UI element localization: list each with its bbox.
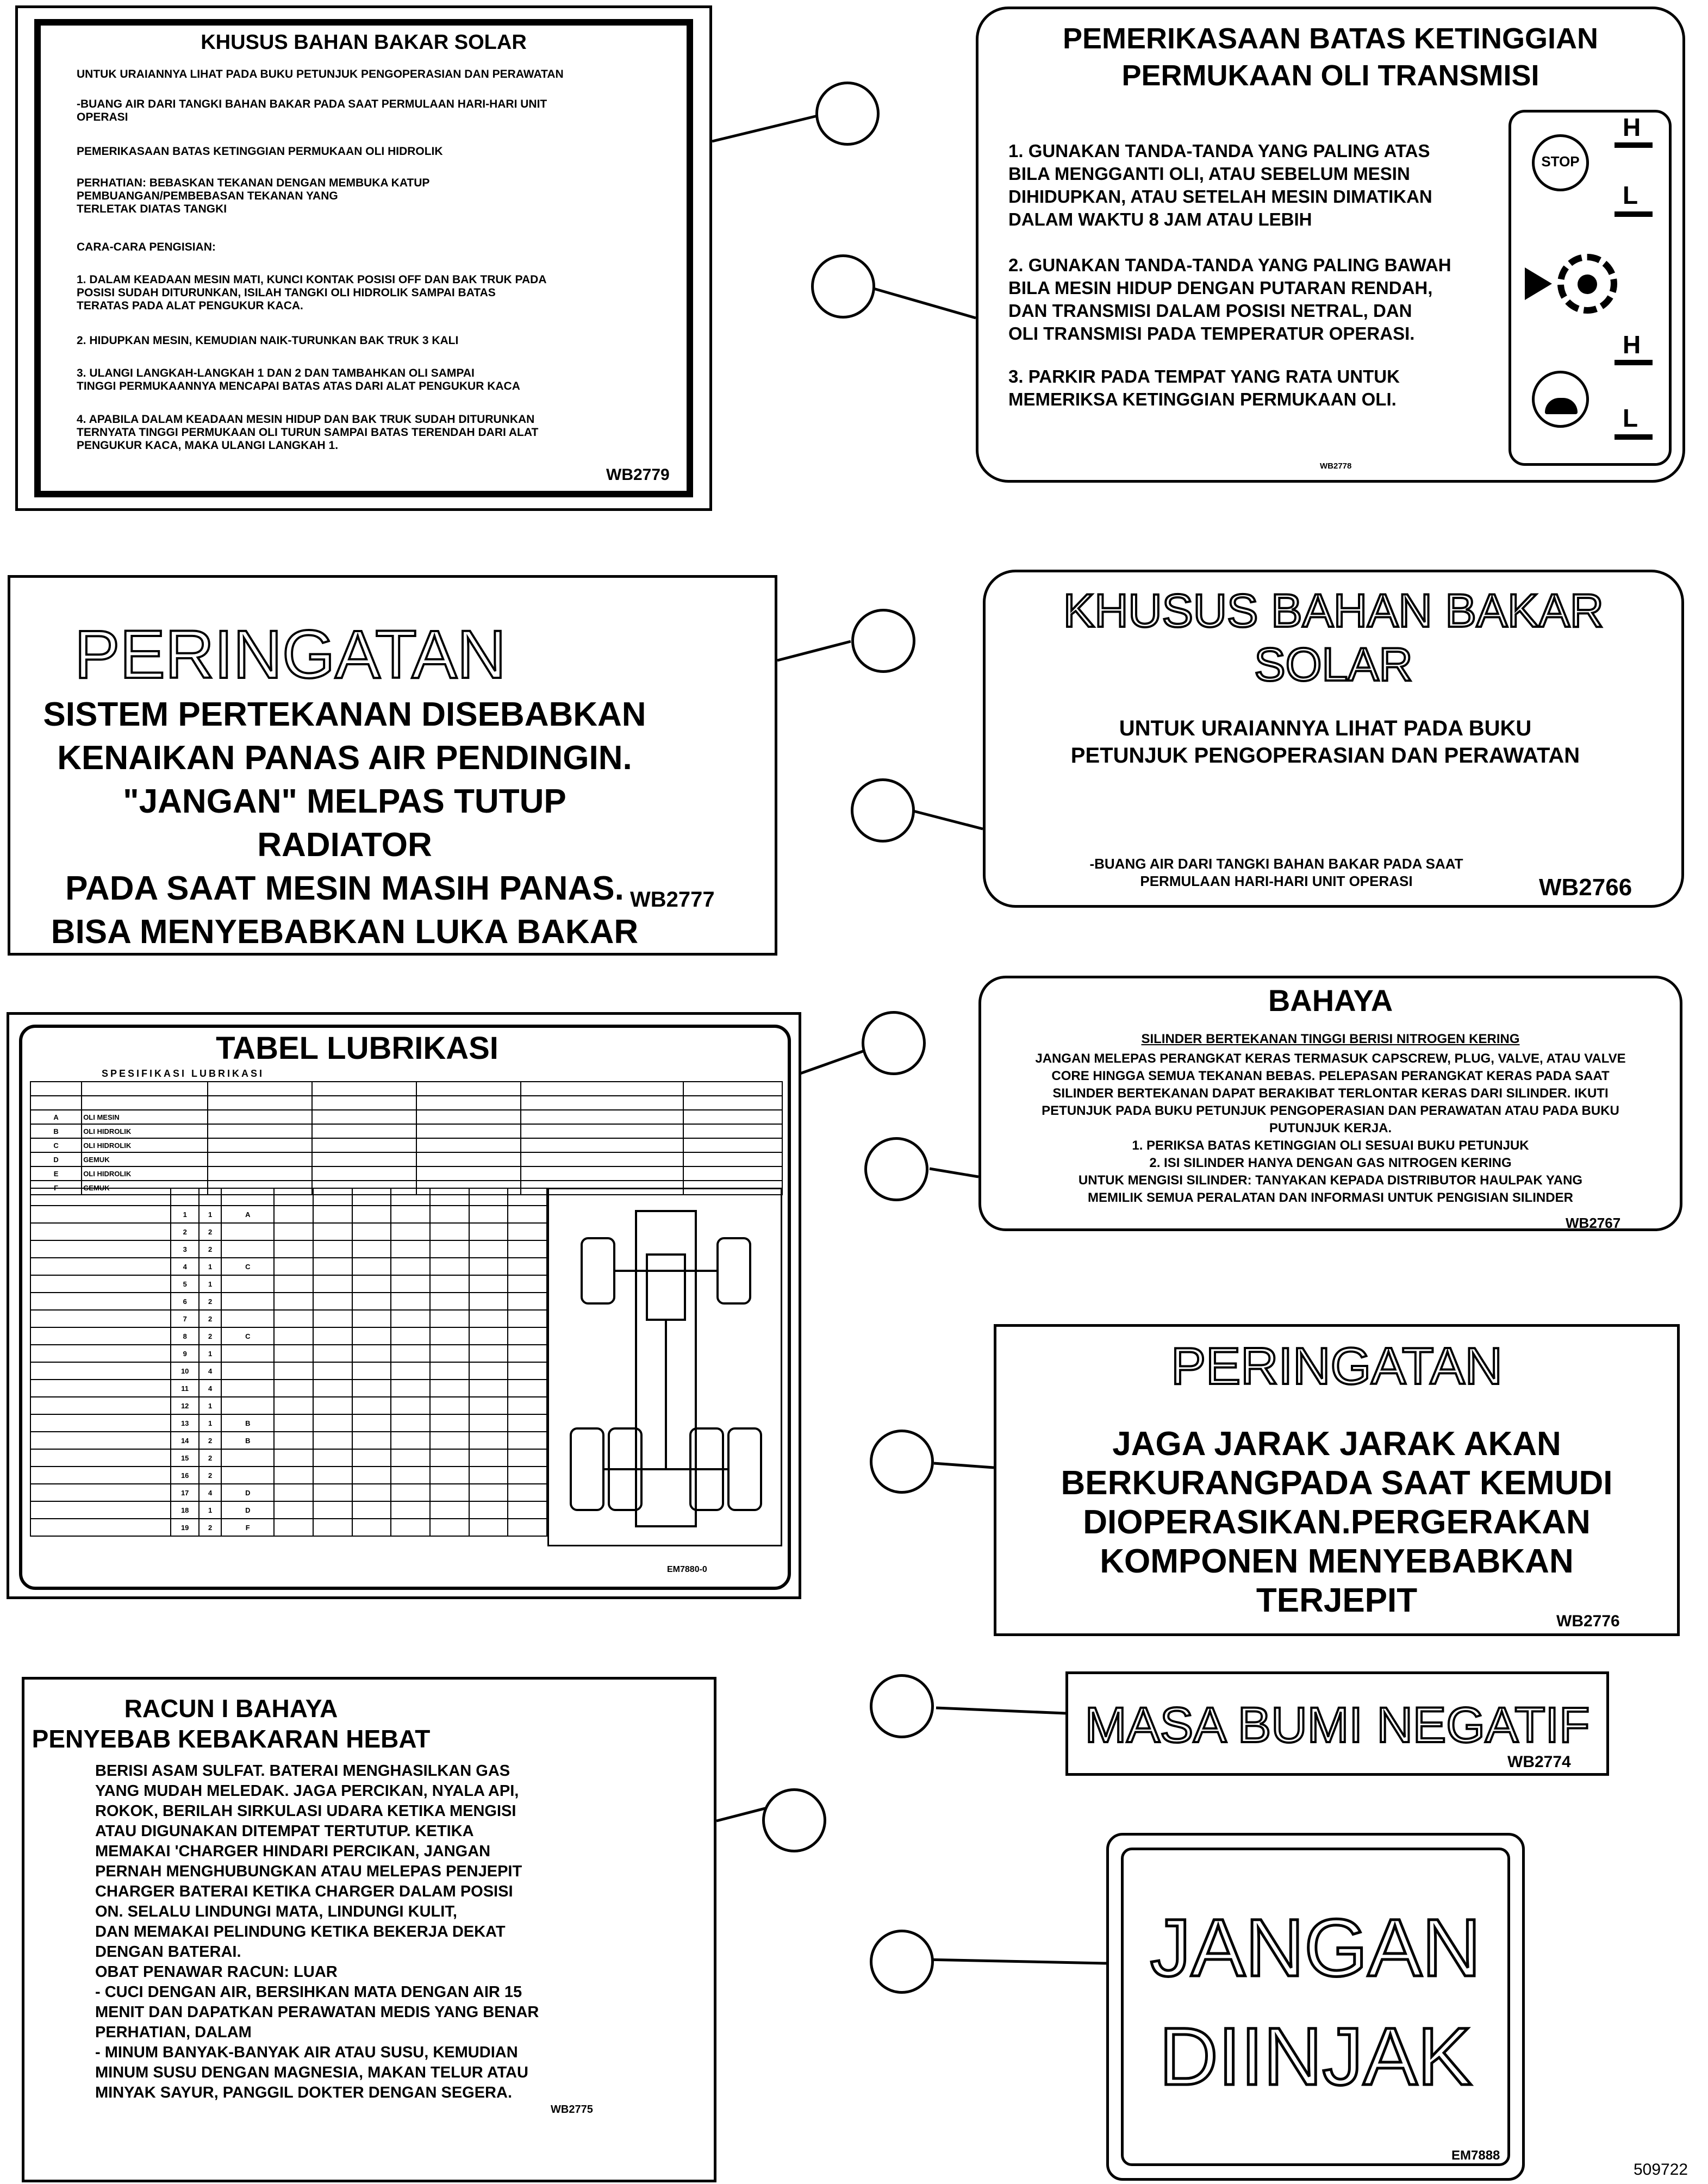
lubrication-spec-table: [30, 1081, 783, 1195]
lub-cell-n: 19: [171, 1519, 198, 1536]
callout-wb2766: [851, 778, 915, 843]
table-row: [30, 1206, 547, 1223]
table-row: [30, 1327, 547, 1345]
callout-em7880: [862, 1011, 926, 1075]
label-wb2779-line-4: PERHATIAN: BEBASKAN TEKANAN DENGAN MEMBUKA KATUP PEMBUANGAN/PEMBEBASAN TEKANAN YANG TERLETAK DIATAS TANGKI: [77, 177, 430, 215]
leader-line-em7880: [800, 1050, 866, 1074]
lub-cell-s: [221, 1380, 274, 1397]
lubrication-points-table: [30, 1188, 547, 1537]
lub-cell-n: 2: [171, 1223, 198, 1240]
table-row: [30, 1258, 547, 1275]
spec-name: OLI MESIN: [82, 1110, 208, 1124]
leader-line-wb2774: [936, 1708, 1065, 1713]
lub-cell-n: 13: [171, 1414, 198, 1432]
callout-wb2774: [870, 1674, 934, 1738]
lub-cell-q: 2: [199, 1310, 221, 1327]
leader-line-em7888: [924, 1960, 1106, 1963]
table-row: [30, 1501, 547, 1519]
lub-cell-q: 2: [199, 1293, 221, 1310]
lub-cell-q: 2: [199, 1467, 221, 1484]
label-wb2779-line-3: PEMERIKASAAN BATAS KETINGGIAN PERMUKAAN OLI HIDROLIK: [77, 145, 443, 158]
spec-letter: D: [30, 1152, 82, 1166]
label-wb2776: [994, 1324, 1680, 1636]
leader-line-wb2776: [934, 1463, 994, 1468]
dipstick-arrow-icon: [1525, 267, 1552, 300]
label-em7880-code: EM7880-0: [667, 1565, 707, 1574]
lub-cell-q: 1: [199, 1206, 221, 1223]
label-wb2778-title: PEMERIKASAAN BATAS KETINGGIAN PERMUKAAN OLI TRANSMISI: [1062, 22, 1599, 92]
lub-cell-n: 9: [171, 1345, 198, 1362]
label-wb2767-code: WB2767: [1566, 1215, 1621, 1231]
truck-chassis-diagram: [547, 1188, 782, 1546]
label-wb2766-code: WB2766: [1539, 874, 1632, 901]
spec-letter: E: [30, 1166, 82, 1181]
lub-cell-q: 4: [199, 1380, 221, 1397]
lub-cell-n: 11: [171, 1380, 198, 1397]
label-wb2766-note: -BUANG AIR DARI TANGKI BAHAN BAKAR PADA SAAT PERMULAAN HARI-HARI UNIT OPERASI: [1089, 856, 1463, 889]
callout-wb2775: [762, 1788, 826, 1852]
label-wb2779-line-7: 2. HIDUPKAN MESIN, KEMUDIAN NAIK-TURUNKAN BAK TRUK 3 KALI: [77, 334, 459, 347]
chassis-outline-icon: [549, 1189, 781, 1545]
spec-letter: F: [30, 1181, 82, 1195]
lub-cell-s: [221, 1397, 274, 1414]
spec-name: GEMUK: [82, 1181, 208, 1195]
lub-cell-s: [221, 1275, 274, 1293]
spec-name: OLI HIDROLIK: [82, 1138, 208, 1152]
leader-line-wb2775: [716, 1807, 769, 1821]
label-wb2774-code: WB2774: [1507, 1753, 1571, 1771]
label-wb2776-title: PERINGATAN: [1171, 1337, 1503, 1395]
lub-cell-n: 18: [171, 1501, 198, 1519]
callout-em7888: [870, 1930, 934, 1994]
table-row: [30, 1484, 547, 1501]
stop-label: STOP: [1541, 153, 1580, 170]
lub-cell-q: 4: [199, 1484, 221, 1501]
spec-letter: C: [30, 1138, 82, 1152]
table-row: [30, 1467, 547, 1484]
lub-cell-q: 2: [199, 1327, 221, 1345]
low-mark-bottom: L: [1623, 404, 1638, 432]
leader-line-wb2779: [712, 115, 820, 141]
lub-cell-s: C: [221, 1327, 274, 1345]
label-em7888-line-2: DIINJAK: [1159, 2011, 1472, 2102]
label-wb2779-line-6: 1. DALAM KEADAAN MESIN MATI, KUNCI KONTAK POSISI OFF DAN BAK TRUK PADA POSISI SUDAH DITURUNKAN, ISILAH TANGKI OLI HIDROLIK SAMPAI BATAS TERATAS PADA ALAT PENGUKUR KACA.: [77, 273, 547, 312]
lub-cell-q: 2: [199, 1432, 221, 1449]
lub-cell-s: F: [221, 1519, 274, 1536]
lub-cell-s: [221, 1240, 274, 1258]
figure-id: 509722: [1634, 2161, 1688, 2179]
lub-cell-s: C: [221, 1258, 274, 1275]
leader-line-wb2766: [913, 811, 983, 829]
label-wb2777-body: SISTEM PERTEKANAN DISEBABKAN KENAIKAN PANAS AIR PENDINGIN. "JANGAN" MELPAS TUTUP RADIATOR PADA SAAT MESIN MASIH PANAS. BISA MENYEBABKAN LUKA BAKAR: [43, 696, 646, 951]
lub-cell-s: B: [221, 1414, 274, 1432]
lub-cell-s: [221, 1362, 274, 1380]
lub-cell-n: 4: [171, 1258, 198, 1275]
low-bar-top-icon: [1615, 211, 1653, 217]
label-wb2777-code: WB2777: [630, 888, 715, 912]
lub-cell-s: A: [221, 1206, 274, 1223]
lub-cell-s: D: [221, 1484, 274, 1501]
high-mark-top: H: [1623, 113, 1641, 141]
lub-cell-n: 12: [171, 1397, 198, 1414]
label-wb2775-body: BERISI ASAM SULFAT. BATERAI MENGHASILKAN GAS YANG MUDAH MELEDAK. JAGA PERCIKAN, NYALA API, ROKOK, BERILAH SIRKULASI UDARA KETIKA MENGISI ATAU DIGUNAKAN DITEMPAT TERTUTUP. KETIKA MEMAKAI 'CHARGER HINDARI PERCIKAN, JANGAN PERNAH MENGHUBUNGKAN ATAU MELEPAS PENJEPIT CHARGER BATERAI KETIKA CHARGER DALAM POSISI ON. SELALU LINDUNGI MATA, LINDUNGI KULIT, DAN MEMAKAI PELINDUNG KETIKA BEKERJA DEKAT DENGAN BATERAI. OBAT PENAWAR RACUN: LUAR - CUCI DENGAN AIR, BERSIHKAN MATA DENGAN AIR 15 MENIT DAN DAPATKAN PERAWATAN MEDIS YANG BENAR PERHATIAN, DALAM - MINUM BANYAK-BANYAK AIR ATAU SUSU, KEMUDIAN MINUM SUSU DENGAN MAGNESIA, MAKAN TELUR ATAU MINYAK SAYUR, PANGGIL DOKTER DENGAN SEGERA.: [95, 1762, 539, 2101]
lub-cell-n: 16: [171, 1467, 198, 1484]
high-bar-top-icon: [1615, 142, 1653, 148]
high-bar-bottom-icon: [1615, 360, 1653, 365]
lub-cell-s: B: [221, 1432, 274, 1449]
lub-cell-q: 2: [199, 1449, 221, 1467]
label-wb2778-step-3: 3. PARKIR PADA TEMPAT YANG RATA UNTUK MEMERIKSA KETINGGIAN PERMUKAAN OLI.: [1008, 366, 1400, 409]
table-row: [30, 1414, 547, 1432]
spec-name: GEMUK: [82, 1152, 208, 1166]
oil-drop-icon: [1578, 274, 1597, 294]
label-wb2777: [8, 575, 777, 956]
spec-letter: B: [30, 1124, 82, 1138]
label-wb2767: [978, 976, 1682, 1231]
label-em7888-code: EM7888: [1451, 2148, 1500, 2163]
table-row: [30, 1362, 547, 1380]
label-wb2767-title: BAHAYA: [1268, 983, 1393, 1018]
label-wb2774-title: MASA BUMI NEGATIF: [1084, 1698, 1590, 1753]
table-row: [30, 1223, 547, 1240]
label-em7888: [1106, 1833, 1525, 2181]
label-wb2766: [983, 570, 1684, 908]
label-wb2779-line-5: CARA-CARA PENGISIAN:: [77, 241, 216, 253]
lub-cell-q: 1: [199, 1275, 221, 1293]
label-wb2779: [15, 5, 712, 511]
label-em7888-line-1: JANGAN: [1150, 1902, 1481, 1993]
table-row: [30, 1293, 547, 1310]
table-row: [30, 1519, 547, 1536]
label-wb2778-step-1: 1. GUNAKAN TANDA-TANDA YANG PALING ATAS BILA MENGGANTI OLI, ATAU SEBELUM MESIN DIHIDUPKAN, ATAU SETELAH MESIN DIMATIKAN DALAM WAKTU 8 JAM ATAU LEBIH: [1008, 141, 1432, 229]
lub-cell-s: D: [221, 1501, 274, 1519]
lub-cell-q: 1: [199, 1258, 221, 1275]
label-wb2777-title: PERINGATAN: [74, 617, 507, 692]
lub-cell-s: [221, 1467, 274, 1484]
lub-cell-q: 1: [199, 1397, 221, 1414]
leader-line-wb2767: [930, 1169, 978, 1177]
oil-level-icon-panel: [1508, 110, 1672, 466]
lub-cell-n: 6: [171, 1293, 198, 1310]
lub-cell-s: [221, 1293, 274, 1310]
lub-cell-n: 17: [171, 1484, 198, 1501]
callout-wb2779: [815, 82, 880, 146]
lub-cell-q: 2: [199, 1223, 221, 1240]
low-bar-bottom-icon: [1615, 434, 1653, 440]
label-wb2776-body: JAGA JARAK JARAK AKAN BERKURANGPADA SAAT KEMUDI DIOPERASIKAN.PERGERAKAN KOMPONEN MENYEBABKAN TERJEPIT: [1061, 1425, 1613, 1619]
lub-cell-s: [221, 1345, 274, 1362]
label-wb2775: [22, 1677, 716, 2182]
callout-wb2777: [851, 609, 915, 673]
lub-cell-n: 14: [171, 1432, 198, 1449]
table-row: [30, 1380, 547, 1397]
lub-cell-q: 1: [199, 1414, 221, 1432]
lub-cell-n: 7: [171, 1310, 198, 1327]
label-wb2779-title: KHUSUS BAHAN BAKAR SOLAR: [201, 31, 527, 54]
lub-cell-q: 2: [199, 1519, 221, 1536]
table-row: [30, 1449, 547, 1467]
lub-cell-n: 15: [171, 1449, 198, 1467]
label-wb2779-line-8: 3. ULANGI LANGKAH-LANGKAH 1 DAN 2 DAN TAMBAHKAN OLI SAMPAI TINGGI PERMUKAANNYA MENCAPAI BATAS ATAS DARI ALAT PENGUKUR KACA: [77, 367, 520, 392]
lub-cell-q: 1: [199, 1501, 221, 1519]
label-wb2779-line-9: 4. APABILA DALAM KEADAAN MESIN HIDUP DAN BAK TRUK SUDAH DITURUNKAN TERNYATA TINGGI PERMUKAAN OLI TURUN SAMPAI BATAS TERENDAH DARI ALAT PENGUKUR KACA, MAKA ULANGI LANGKAH 1.: [77, 413, 539, 452]
lub-cell-q: 2: [199, 1240, 221, 1258]
lub-cell-s: [221, 1223, 274, 1240]
lub-cell-q: 4: [199, 1362, 221, 1380]
label-wb2775-code: WB2775: [551, 2104, 593, 2116]
label-wb2779-code: WB2779: [606, 466, 670, 484]
label-wb2778: [976, 7, 1685, 483]
label-wb2778-code: WB2778: [1320, 461, 1352, 471]
label-wb2778-step-2: 2. GUNAKAN TANDA-TANDA YANG PALING BAWAH BILA MESIN HIDUP DENGAN PUTARAN RENDAH, DAN TRANSMISI DALAM POSISI NETRAL, DAN OLI TRANSMISI PADA TEMPERATUR OPERASI.: [1008, 255, 1451, 344]
label-wb2766-body: UNTUK URAIANNYA LIHAT PADA BUKU PETUNJUK PENGOPERASIAN DAN PERAWATAN: [1070, 716, 1580, 767]
callout-wb2767: [864, 1137, 928, 1201]
label-em7888-inner-border: [1121, 1848, 1510, 2166]
lub-cell-n: 5: [171, 1275, 198, 1293]
lub-cell-n: 10: [171, 1362, 198, 1380]
spec-name: OLI HIDROLIK: [82, 1166, 208, 1181]
lub-cell-n: 8: [171, 1327, 198, 1345]
spec-letter: A: [30, 1110, 82, 1124]
label-wb2776-code: WB2776: [1556, 1612, 1620, 1630]
lub-cell-n: 3: [171, 1240, 198, 1258]
lub-cell-s: [221, 1449, 274, 1467]
high-mark-bottom: H: [1623, 330, 1641, 359]
label-wb2767-body: JANGAN MELEPAS PERANGKAT KERAS TERMASUK CAPSCREW, PLUG, VALVE, ATAU VALVE CORE HINGGA SEMUA TEKANAN BEBAS. PELEPASAN PERANGKAT KERAS PADA SAAT SILINDER BERTEKANAN DAPAT BERAKIBAT TERLONTAR KERAS DARI SILINDER. IKUTI PETUNJUK PADA BUKU PETUNJUK PENGOPERASIAN DAN PERAWATAN ATAU PADA BUKU PUTUNJUK KERJA. 1. PERIKSA BATAS KETINGGIAN OLI SESUAI BUKU PETUNJUK 2. ISI SILINDER HANYA DENGAN GAS NITROGEN KERING UNTUK MENGISI SILINDER: TANYAKAN KEPADA DISTRIBUTOR HAULPAK YANG MEMILIK SEMUA PERALATAN DAN INFORMASI UNTUK PENGISIAN SILINDER: [1035, 1051, 1626, 1205]
label-wb2766-title: KHUSUS BAHAN BAKAR SOLAR: [1063, 585, 1604, 691]
lub-cell-s: [221, 1310, 274, 1327]
lub-cell-n: 1: [171, 1206, 198, 1223]
leader-line-wb2778: [872, 288, 976, 318]
low-mark-top: L: [1623, 181, 1638, 209]
label-em7880-title: TABEL LUBRIKASI: [216, 1031, 498, 1066]
table-row: [30, 1240, 547, 1258]
table-row: [30, 1432, 547, 1449]
table-row: [30, 1275, 547, 1293]
label-wb2767-subtitle: SILINDER BERTEKANAN TINGGI BERISI NITROGEN KERING: [1141, 1032, 1520, 1046]
callout-wb2778: [811, 254, 875, 319]
table-row: [30, 1397, 547, 1414]
leader-line-wb2777: [777, 641, 851, 660]
label-wb2775-title: RACUN I BAHAYA PENYEBAB KEBAKARAN HEBAT: [32, 1694, 431, 1753]
table-row: [30, 1345, 547, 1362]
spec-name: OLI HIDROLIK: [82, 1124, 208, 1138]
callout-wb2776: [870, 1430, 934, 1494]
label-wb2774: [1065, 1671, 1609, 1776]
label-wb2779-line-1: UNTUK URAIANNYA LIHAT PADA BUKU PETUNJUK PENGOPERASIAN DAN PERAWATAN: [77, 68, 564, 80]
label-wb2779-line-2: -BUANG AIR DARI TANGKI BAHAN BAKAR PADA SAAT PERMULAAN HARI-HARI UNIT OPERASI: [77, 98, 547, 123]
table-row: [30, 1310, 547, 1327]
label-em7880: [7, 1012, 801, 1599]
lub-cell-q: 1: [199, 1345, 221, 1362]
label-em7880-subtitle: SPESIFIKASI LUBRIKASI: [102, 1068, 265, 1079]
